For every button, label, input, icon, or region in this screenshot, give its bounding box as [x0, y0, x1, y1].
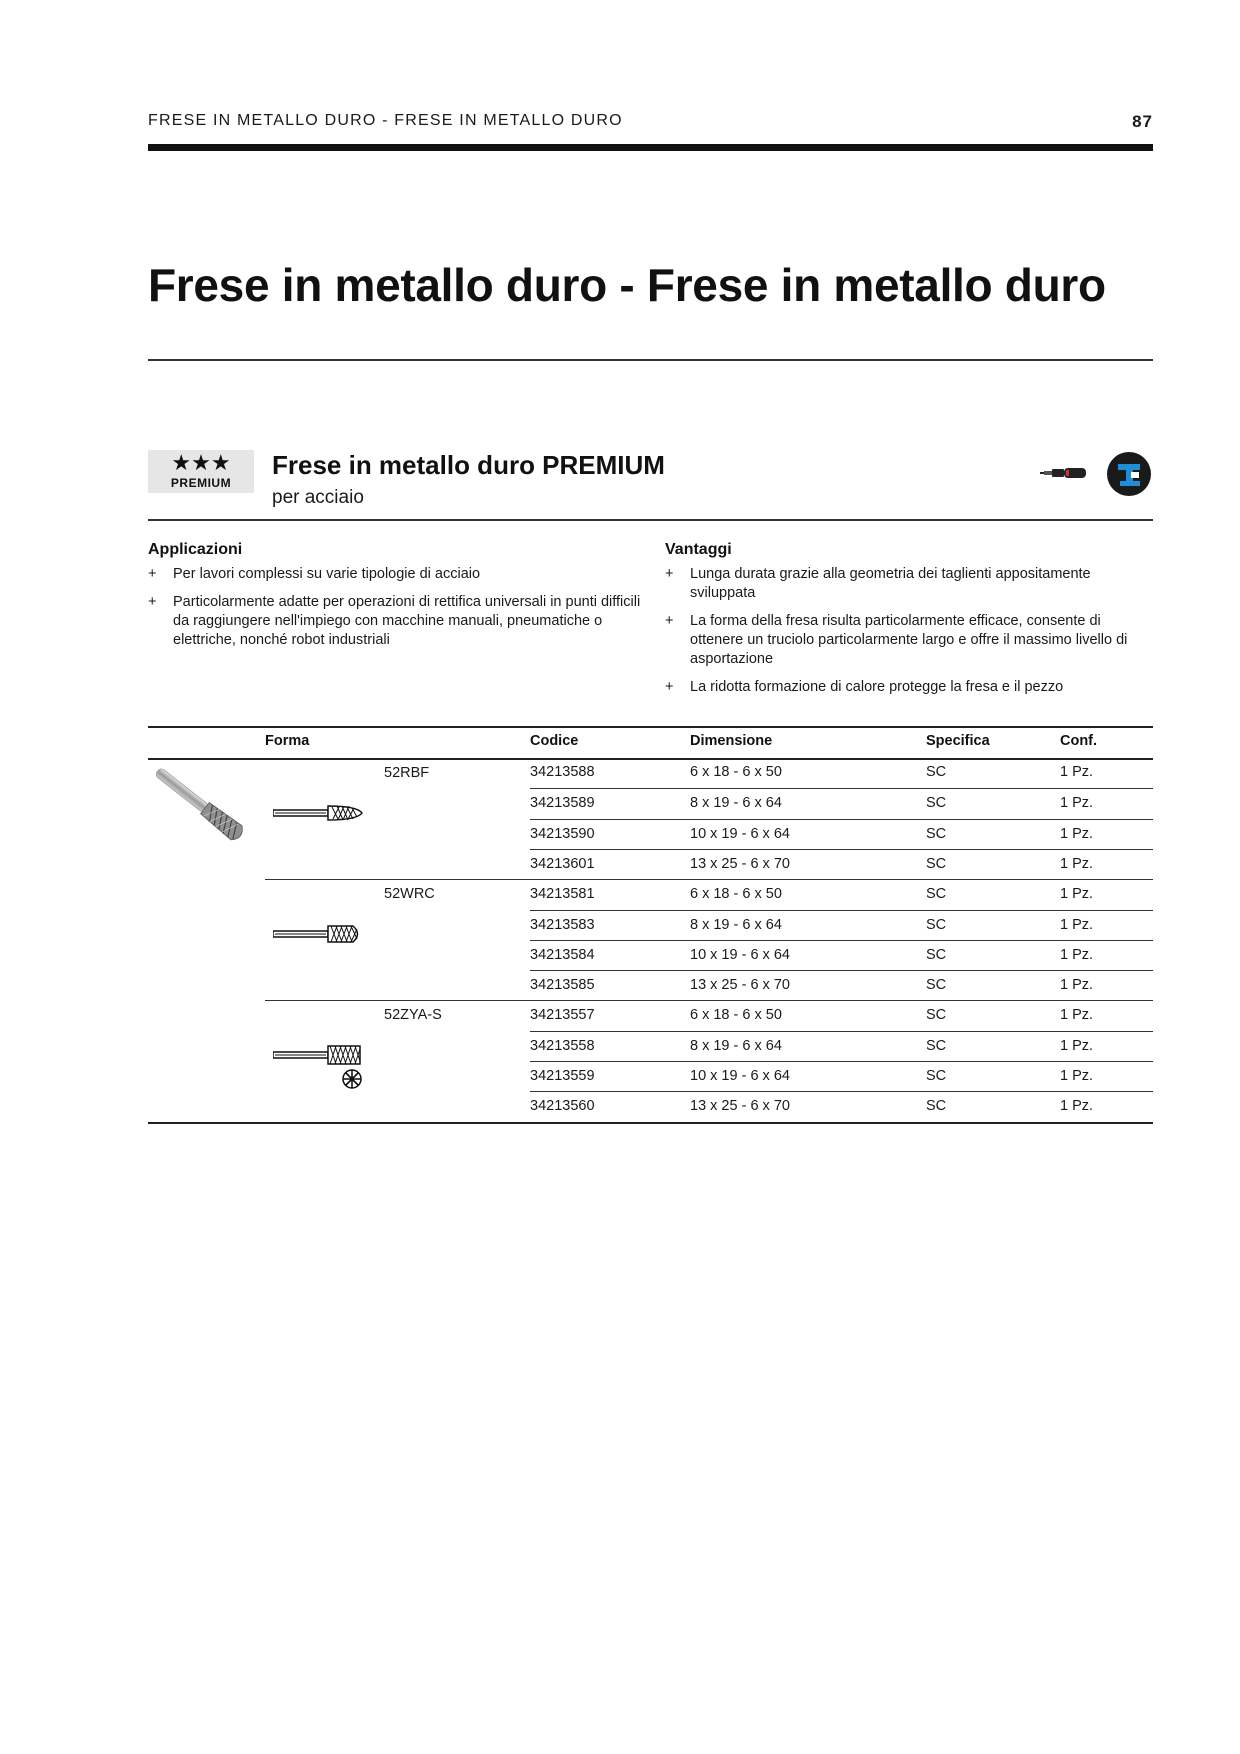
spec-cell: SC [926, 946, 947, 963]
advantage-text: La ridotta formazione di calore protegge la fresa e il pezzo [690, 679, 1064, 695]
form-code: 52ZYA-S [384, 1007, 442, 1024]
advantage-text: La forma della fresa risulta particolarmente efficace, consente di ottenere un truciolo particolarmente largo e offre il massimo livello di asportazione [690, 613, 1128, 667]
table-bottom-rule [148, 1122, 1153, 1124]
application-text: Particolarmente adatte per operazioni di rettifica universali in punti difficili da raggiungere nell'impiego con macchine manuali, pneumatiche o elettriche, nonché robot industriali [173, 594, 641, 648]
plus-bullet-icon: + [665, 566, 674, 582]
product-header-divider [148, 519, 1153, 521]
table-row [530, 1031, 1153, 1062]
flame-burr-icon [273, 800, 363, 831]
dimension-cell: 6 x 18 - 6 x 50 [690, 1007, 782, 1024]
product-code: 34213590 [530, 825, 595, 842]
dimension-cell: 13 x 25 - 6 x 70 [690, 1098, 790, 1115]
product-code: 34213584 [530, 946, 595, 963]
three-stars-icon: ★★★ [171, 451, 231, 476]
table-top-rule [148, 726, 1153, 728]
applications-heading: Applicazioni [148, 541, 243, 558]
dimension-cell: 6 x 18 - 6 x 50 [690, 764, 782, 780]
package-cell: 1 Pz. [1060, 916, 1094, 933]
column-header-codice: Codice [530, 733, 579, 749]
package-cell: 1 Pz. [1060, 1007, 1094, 1024]
title-divider [148, 359, 1153, 361]
die-grinder-icon [1040, 464, 1088, 482]
dimension-cell: 13 x 25 - 6 x 70 [690, 977, 790, 994]
table-row [530, 788, 1153, 819]
product-title: Frese in metallo duro PREMIUM [272, 450, 665, 480]
spec-cell: SC [926, 1068, 947, 1084]
product-code: 34213581 [530, 886, 595, 903]
package-cell: 1 Pz. [1060, 764, 1094, 780]
page-title: Frese in metallo duro - Frese in metallo duro [148, 259, 1106, 311]
table-row [530, 1091, 1153, 1122]
application-item [148, 565, 658, 584]
brand-logo-icon [1106, 451, 1152, 497]
plus-bullet-icon: + [148, 594, 157, 610]
table-row [530, 910, 1153, 941]
dimension-cell: 8 x 19 - 6 x 64 [690, 916, 782, 933]
dimension-cell: 10 x 19 - 6 x 64 [690, 946, 790, 963]
package-cell: 1 Pz. [1060, 886, 1094, 903]
product-subtitle: per acciaio [272, 487, 364, 508]
table-row [530, 1061, 1153, 1092]
application-text: Per lavori complessi su varie tipologie di acciaio [173, 566, 481, 582]
product-code: 34213585 [530, 977, 595, 994]
package-cell: 1 Pz. [1060, 795, 1094, 812]
package-cell: 1 Pz. [1060, 946, 1094, 963]
form-code: 52RBF [384, 765, 430, 781]
package-cell: 1 Pz. [1060, 1037, 1094, 1054]
group-divider [265, 879, 530, 880]
spec-cell: SC [926, 1037, 947, 1054]
spec-cell: SC [926, 1098, 947, 1115]
dimension-cell: 8 x 19 - 6 x 64 [690, 1037, 782, 1054]
column-header-forma: Forma [265, 733, 310, 749]
product-code: 34213589 [530, 795, 595, 812]
product-code: 34213558 [530, 1037, 595, 1054]
column-header-specifica: Specifica [926, 733, 990, 749]
carbide-burr-photo [148, 764, 256, 848]
package-cell: 1 Pz. [1060, 1098, 1094, 1115]
advantage-item [665, 678, 1153, 697]
table-row [530, 849, 1153, 880]
dimension-cell: 8 x 19 - 6 x 64 [690, 795, 782, 812]
spec-cell: SC [926, 855, 947, 872]
plus-bullet-icon: + [665, 613, 674, 629]
product-code: 34213557 [530, 1007, 595, 1024]
product-code: 34213583 [530, 916, 595, 933]
spec-cell: SC [926, 764, 947, 780]
group-divider [265, 1000, 530, 1001]
advantages-heading: Vantaggi [665, 541, 732, 558]
product-code: 34213601 [530, 855, 595, 872]
application-item [148, 593, 658, 650]
dimension-cell: 10 x 19 - 6 x 64 [690, 825, 790, 842]
table-row [530, 758, 1153, 788]
dimension-cell: 10 x 19 - 6 x 64 [690, 1068, 790, 1084]
badge-label: PREMIUM [170, 476, 232, 490]
column-header-dimensione: Dimensione [690, 733, 773, 749]
spec-cell: SC [926, 825, 947, 842]
form-code: 52WRC [384, 886, 435, 903]
applications-section [148, 541, 658, 659]
spec-cell: SC [926, 1007, 947, 1024]
advantage-item [665, 565, 1153, 603]
ball-nose-cylinder-burr-icon [273, 921, 363, 952]
product-code: 34213560 [530, 1098, 595, 1115]
plus-bullet-icon: + [148, 566, 157, 582]
table-row [530, 819, 1153, 850]
cylinder-burr-with-end-cut-icon [273, 1042, 363, 1097]
column-header-conf: Conf. [1060, 733, 1098, 749]
premium-badge [148, 450, 254, 493]
package-cell: 1 Pz. [1060, 855, 1094, 872]
advantage-text: Lunga durata grazie alla geometria dei taglienti appositamente sviluppata [690, 566, 1091, 601]
package-cell: 1 Pz. [1060, 977, 1094, 994]
plus-bullet-icon: + [665, 679, 674, 695]
spec-cell: SC [926, 916, 947, 933]
product-code: 34213588 [530, 764, 595, 780]
spec-cell: SC [926, 977, 947, 994]
product-code: 34213559 [530, 1068, 595, 1084]
running-title: FRESE IN METALLO DURO - FRESE IN METALLO DURO [148, 112, 623, 129]
table-row [530, 879, 1153, 910]
advantages-section [665, 541, 1153, 706]
table-row [530, 940, 1153, 971]
dimension-cell: 6 x 18 - 6 x 50 [690, 886, 782, 903]
table-row [530, 1000, 1153, 1031]
spec-cell: SC [926, 795, 947, 812]
table-row [530, 970, 1153, 1001]
header-rule [148, 144, 1153, 151]
running-head [148, 112, 1153, 134]
dimension-cell: 13 x 25 - 6 x 70 [690, 855, 790, 872]
package-cell: 1 Pz. [1060, 1068, 1094, 1084]
advantage-item [665, 612, 1153, 669]
spec-cell: SC [926, 886, 947, 903]
package-cell: 1 Pz. [1060, 825, 1094, 842]
page-number: 87 [1132, 112, 1153, 131]
